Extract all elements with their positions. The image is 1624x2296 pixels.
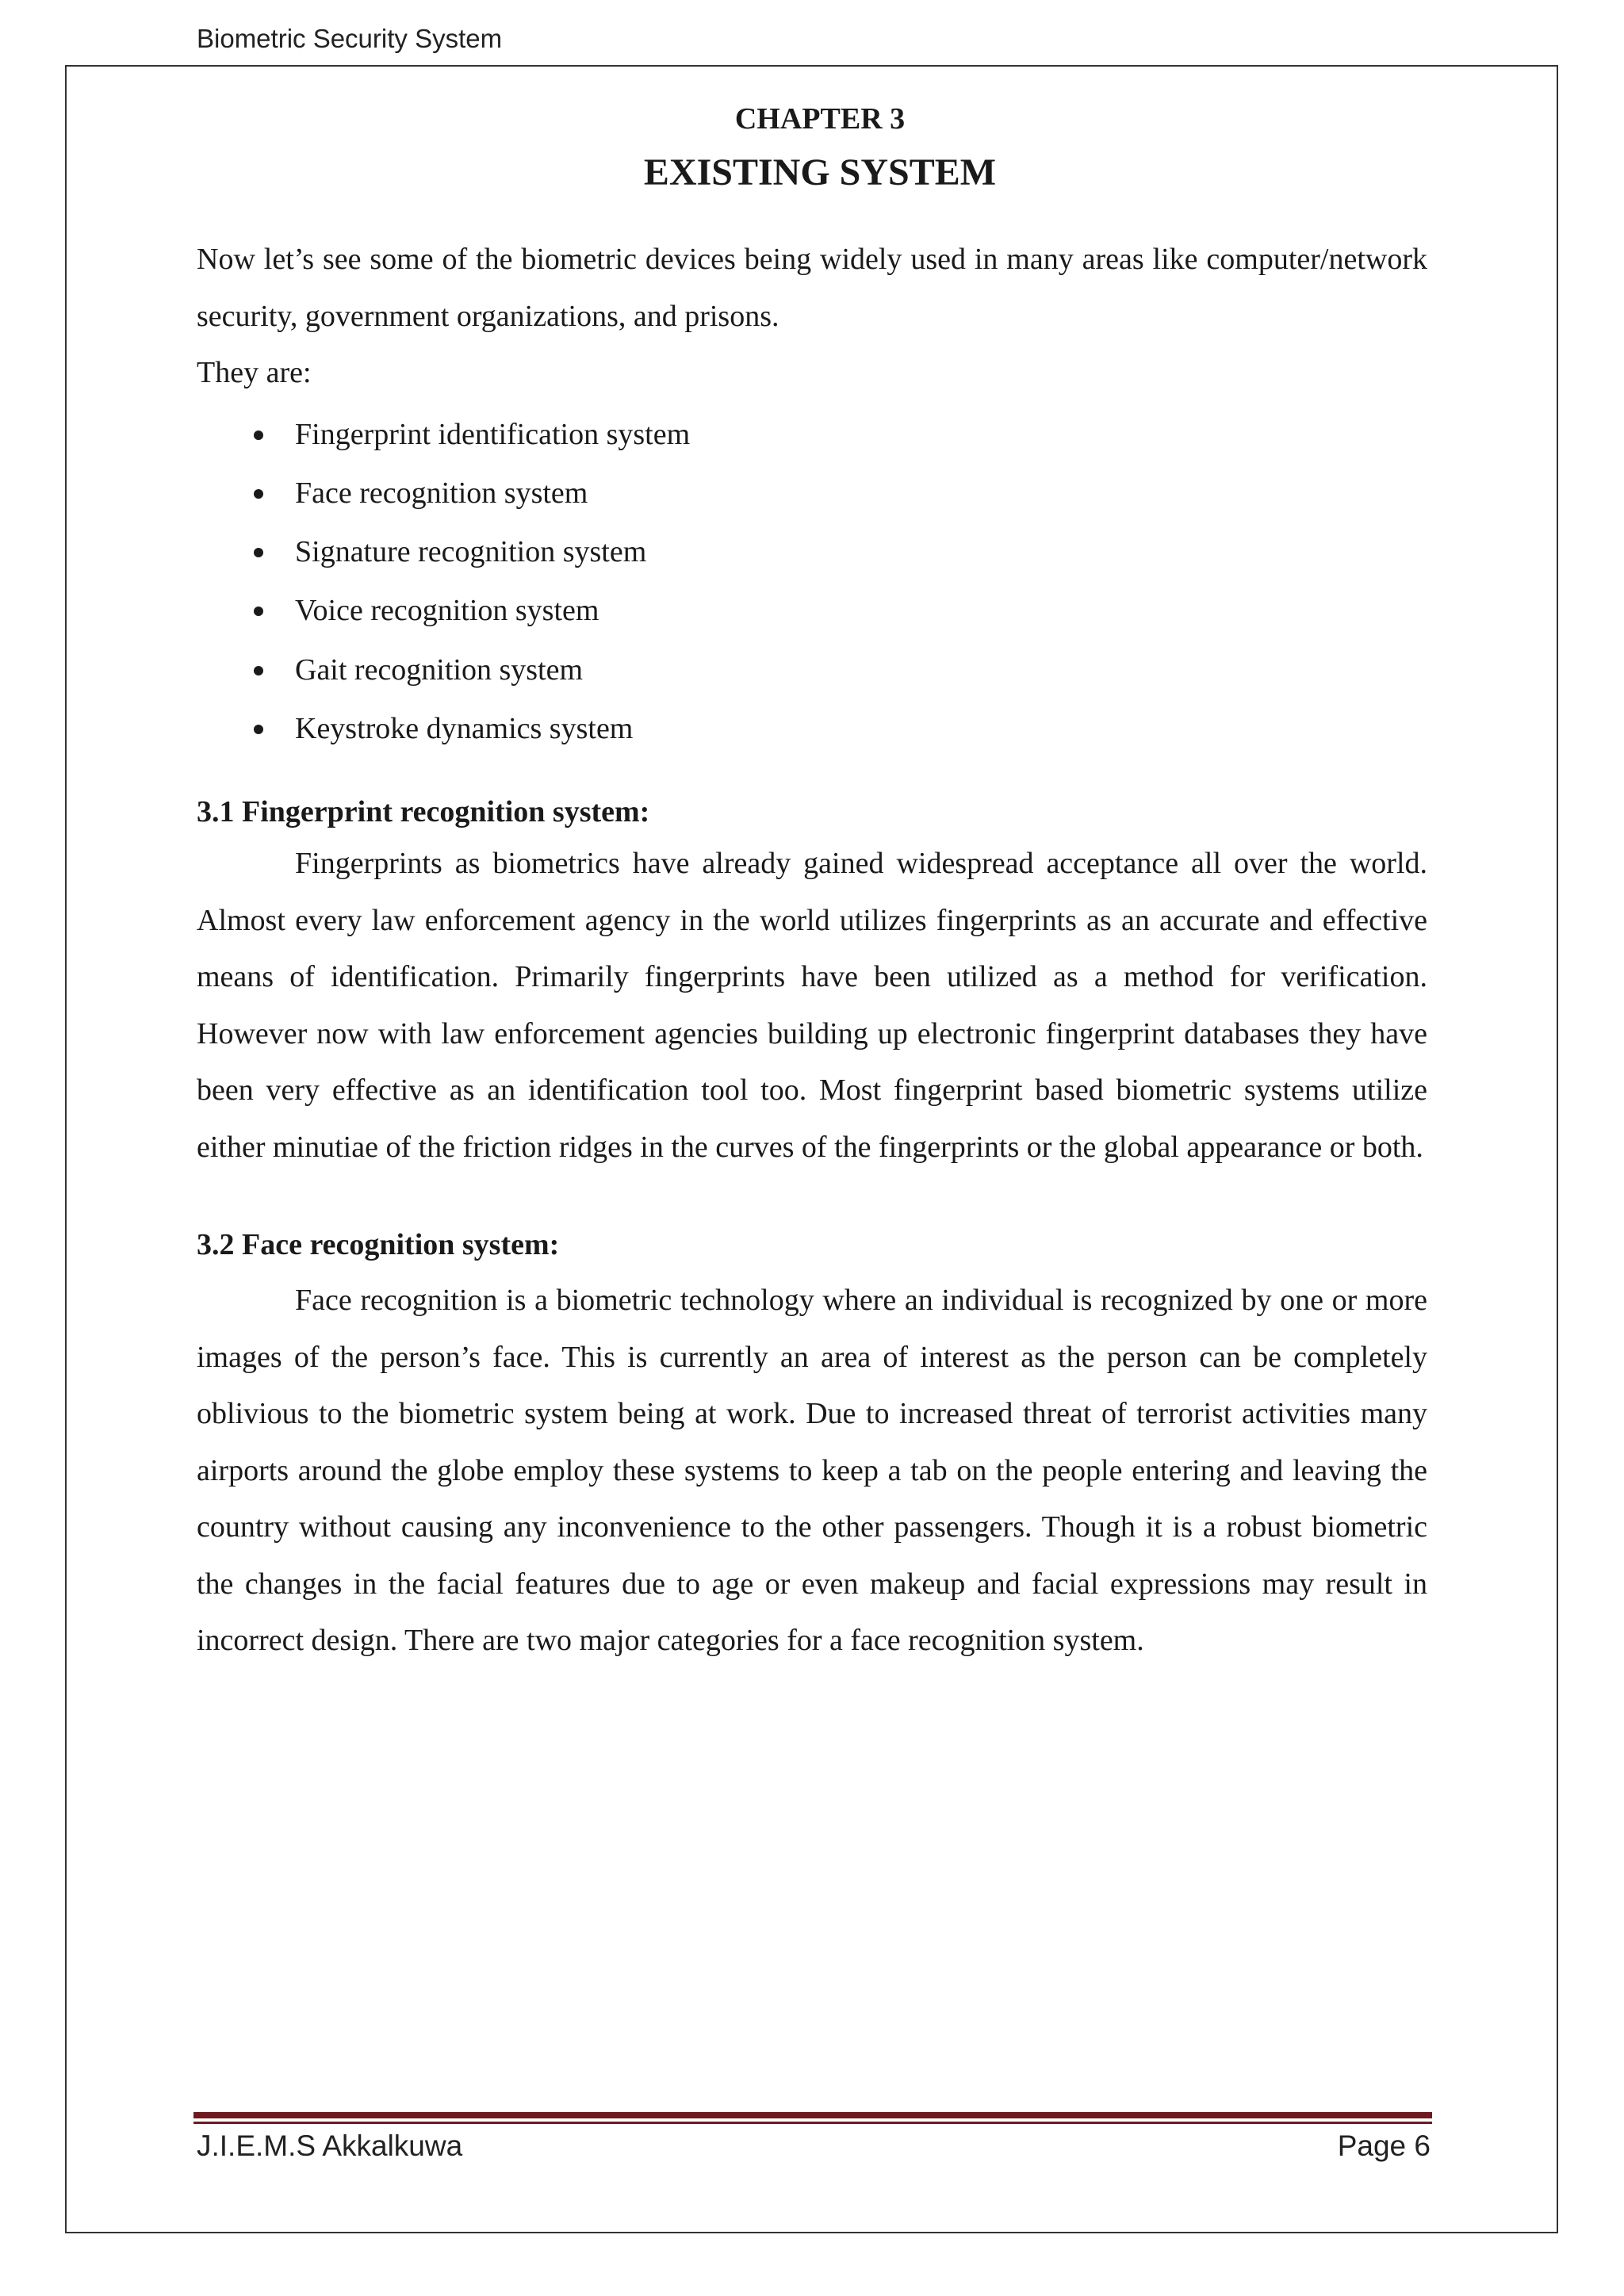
list-item <box>197 522 1427 581</box>
footer-institution: J.I.E.M.S Akkalkuwa <box>197 2130 463 2162</box>
list-item <box>197 405 1427 464</box>
list-item <box>197 464 1427 522</box>
page-number: Page 6 <box>1337 2130 1431 2162</box>
bullet-icon <box>254 666 263 675</box>
section-heading-fingerprint: 3.1 Fingerprint recognition system: <box>197 795 650 829</box>
list-item-text: Keystroke dynamics system <box>295 711 634 745</box>
footer-rule <box>193 2112 1432 2124</box>
chapter-label: CHAPTER 3 <box>734 102 906 136</box>
list-item-text: Face recognition system <box>295 476 588 510</box>
list-item <box>197 581 1427 640</box>
section-heading-face: 3.2 Face recognition system: <box>197 1228 560 1262</box>
section-body-face: Face recognition is a biometric technology where an individual is recognized by one or more images of the person’s face. This is currently an area of interest as the person can be completely oblivious to the biometric system being at work. Due to increased threat of terrorist activities many airports around the globe employ these systems to keep a tab on the people entering and leaving the country without causing any inconvenience to the other passengers. Though it is a robust biometric the changes in the facial features due to age or even makeup and facial expressions may result in incorrect design. There are two major categories for a face recognition system. <box>197 1284 1427 1658</box>
bullet-icon <box>254 430 263 440</box>
section-body-fingerprint: Fingerprints as biometrics have already gained widespread acceptance all over the world. Almost every law enforcement agency in the world utilizes fingerprints as an accurate and effective means of identification. Primarily fingerprints have been utilized as a method for verification. However now with law enforcement agencies building up electronic fingerprint databases they have been very effective as an identification tool too. Most fingerprint based biometric systems utilize either minutiae of the friction ridges in the curves of the fingerprints or the global appearance or both. <box>197 847 1427 1164</box>
running-header: Biometric Security System <box>197 24 503 53</box>
list-item-text: Voice recognition system <box>295 594 599 628</box>
intro-lead-in: They are: <box>197 356 312 389</box>
list-item-text: Signature recognition system <box>295 535 647 569</box>
bullet-icon <box>254 489 263 499</box>
bullet-icon <box>254 725 263 734</box>
biometric-systems-list <box>197 405 1427 759</box>
list-item-text: Fingerprint identification system <box>295 417 691 451</box>
list-item-text: Gait recognition system <box>295 652 584 687</box>
list-item <box>197 699 1427 758</box>
list-item <box>197 641 1427 699</box>
footer-rule-thin <box>193 2122 1432 2124</box>
page-content <box>197 95 1427 1670</box>
chapter-title: EXISTING SYSTEM <box>643 151 997 193</box>
bullet-icon <box>254 607 263 616</box>
bullet-icon <box>254 548 263 557</box>
footer-rule-thick <box>193 2112 1432 2118</box>
intro-paragraph: Now let’s see some of the biometric devices being widely used in many areas like computer/network security, government organizations, and prisons. <box>197 243 1427 333</box>
